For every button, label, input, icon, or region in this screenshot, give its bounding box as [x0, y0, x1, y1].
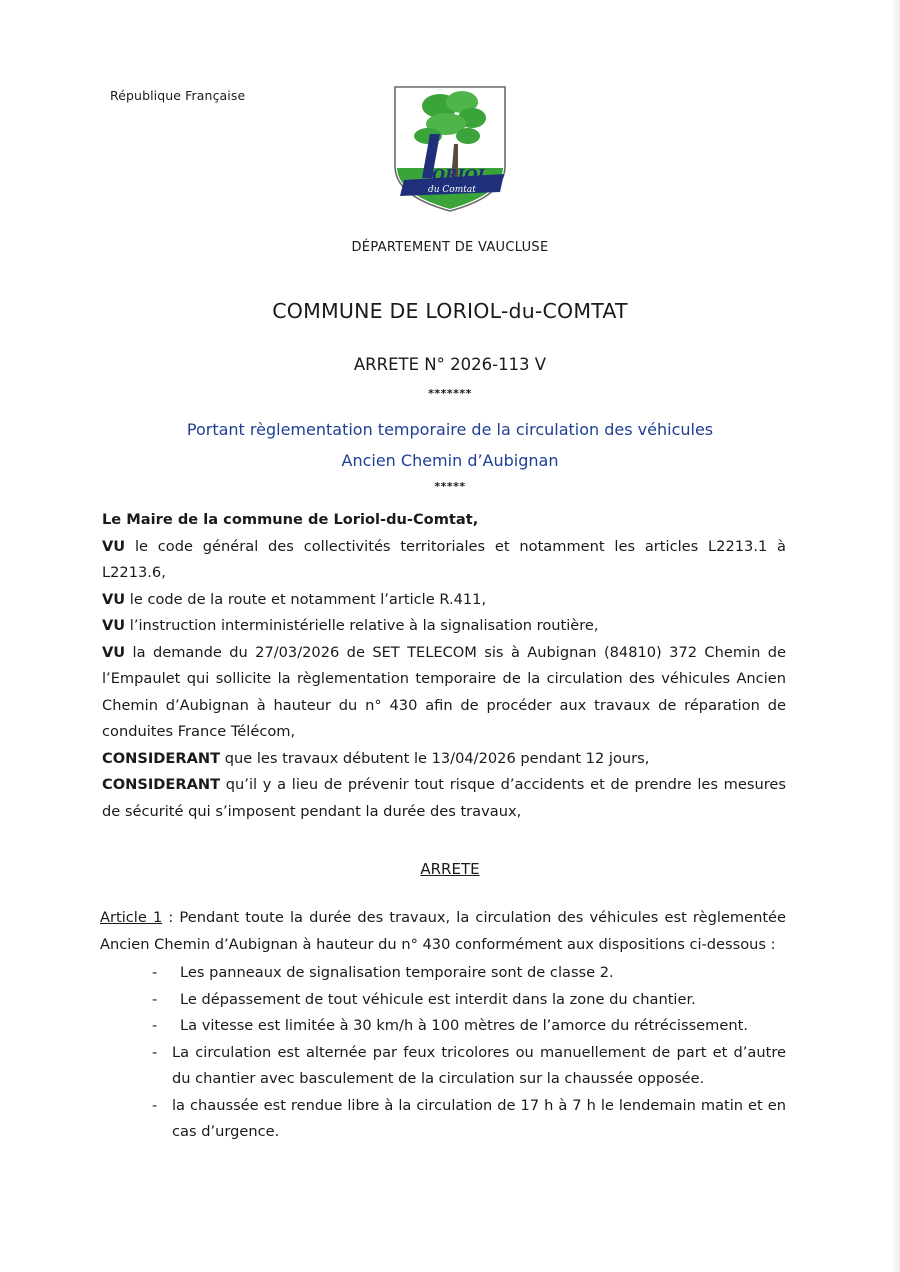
list-item: - La circulation est alternée par feux tricolores ou manuellement de part et d’autre du chantier avec basculement de la circulation sur la chaussée opposée. [152, 1043, 786, 1087]
commune-logo [392, 84, 508, 214]
keyword: VU [102, 643, 126, 661]
article-bullet-list [100, 960, 786, 1146]
coat-of-arms-icon [392, 84, 508, 214]
list-item: - Les panneaux de signalisation temporaire sont de classe 2. [152, 964, 614, 981]
preamble-item: VU le code de la route et notamment l’article R.411, [102, 590, 487, 608]
list-item: - Le dépassement de tout véhicule est interdit dans la zone du chantier. [152, 990, 696, 1008]
keyword: VU [102, 590, 126, 608]
article-label: Article 1 [100, 909, 163, 926]
departement-label: DÉPARTEMENT DE VAUCLUSE [351, 240, 549, 255]
subject-line: Portant règlementation temporaire de la circulation des véhicules [186, 420, 714, 439]
maire-line: Le Maire de la commune de Loriol-du-Comtat, [102, 511, 479, 528]
keyword: CONSIDERANT [102, 749, 221, 767]
preamble-item: CONSIDERANT que les travaux débutent le 13/04/2026 pendant 12 jours, [102, 749, 650, 767]
separator-stars: ******* [428, 387, 472, 400]
list-item: - la chaussée est rendue libre à la circulation de 17 h à 7 h le lendemain matin et en cas d’urgence. [152, 1096, 786, 1140]
keyword: VU [102, 617, 126, 634]
commune-title: COMMUNE DE LORIOL-du-COMTAT [272, 299, 628, 323]
preamble-item: VU le code général des collectivités territoriales et notamment les articles L2213.1 à L2213.6, [102, 537, 786, 581]
keyword: CONSIDERANT [102, 776, 221, 793]
arrete-subject [0, 414, 900, 476]
logo-text-main: ORIOL [432, 166, 489, 184]
article-intro: Article 1 : Pendant toute la durée des travaux, la circulation des véhicules est règlementée Ancien Chemin d’Aubignan à hauteur du n° 430 conformément aux dispositions ci-dessous : [100, 909, 786, 953]
preamble-item: VU la demande du 27/03/2026 de SET TELECOM sis à Aubignan (84810) 372 Chemin de l’Empaulet qui sollicite la règlementation temporaire de la circulation des véhicules Ancien Chemin d’Aubignan à hauteur du n° 430 afin de procéder aux travaux de réparation de conduites France Télécom, [102, 643, 786, 740]
article-1 [100, 905, 786, 1146]
preamble-item: VU l’instruction interministérielle relative à la signalisation routière, [102, 617, 599, 634]
scan-edge-shadow [892, 0, 900, 1272]
keyword: VU [102, 537, 126, 555]
subject-line: Ancien Chemin d’Aubignan [341, 451, 559, 470]
arrete-number: ARRETE N° 2026-113 V [353, 355, 547, 374]
preamble-item: CONSIDERANT qu’il y a lieu de prévenir tout risque d’accidents et de prendre les mesures de sécurité qui s’imposent pendant la durée des travaux, [102, 776, 786, 820]
arrete-heading: ARRETE [420, 860, 480, 878]
preamble [102, 507, 786, 825]
separator-stars: ***** [434, 480, 466, 493]
list-item: - La vitesse est limitée à 30 km/h à 100 mètres de l’amorce du rétrécissement. [152, 1017, 748, 1034]
logo-text-sub: du Comtat [428, 185, 476, 195]
republique-label: République Française [110, 88, 246, 103]
